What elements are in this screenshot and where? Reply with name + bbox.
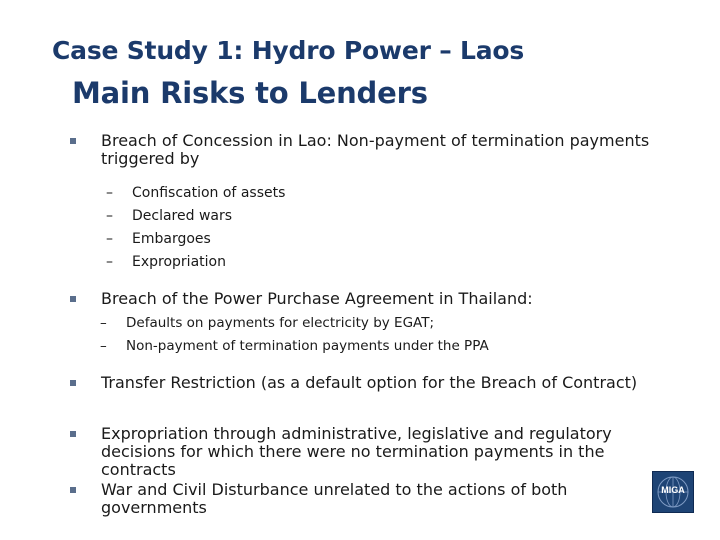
sub-bullet-item: [100, 338, 489, 354]
sub-bullet-text: Defaults on payments for electricity by EGAT;: [126, 315, 435, 331]
dash-bullet: –: [106, 185, 113, 201]
sub-bullet-item: [106, 231, 211, 247]
square-bullet-icon: [70, 380, 76, 386]
sub-bullet-text: Expropriation: [132, 254, 226, 270]
sub-bullet-item: [106, 254, 226, 270]
square-bullet-icon: [70, 431, 76, 437]
slide-subtitle: Main Risks to Lenders: [72, 76, 428, 110]
sub-bullet-text: Confiscation of assets: [132, 185, 286, 201]
bullet-item: [70, 374, 670, 392]
dash-bullet: –: [100, 315, 107, 331]
sub-bullet-text: Non-payment of termination payments under the PPA: [126, 338, 489, 354]
square-bullet-icon: [70, 138, 76, 144]
bullet-text: War and Civil Disturbance unrelated to the actions of both governments: [101, 480, 568, 517]
dash-bullet: –: [100, 338, 107, 354]
bullet-text: Transfer Restriction (as a default option for the Breach of Contract): [101, 373, 638, 392]
sub-bullet-item: [100, 315, 434, 331]
bullet-item: [70, 425, 670, 479]
bullet-item: [70, 290, 670, 308]
square-bullet-icon: [70, 296, 76, 302]
dash-bullet: –: [106, 254, 113, 270]
miga-logo: [652, 471, 694, 513]
sub-bullet-text: Embargoes: [132, 231, 211, 247]
square-bullet-icon: [70, 487, 76, 493]
bullet-text: Breach of Concession in Lao: Non-payment of termination payments triggered by: [101, 131, 650, 168]
bullet-item: [70, 132, 670, 168]
dash-bullet: –: [106, 208, 113, 224]
bullet-text: Breach of the Power Purchase Agreement in Thailand:: [101, 289, 533, 308]
slide-title: Case Study 1: Hydro Power – Laos: [52, 36, 525, 65]
dash-bullet: –: [106, 231, 113, 247]
bullet-item: [70, 481, 670, 517]
sub-bullet-text: Declared wars: [132, 208, 233, 224]
bullet-text: Expropriation through administrative, legislative and regulatory decisions for which there were no termination payments in the contracts: [101, 424, 612, 479]
sub-bullet-item: [106, 208, 232, 224]
logo-text: MIGA: [661, 485, 685, 495]
sub-bullet-item: [106, 185, 285, 201]
